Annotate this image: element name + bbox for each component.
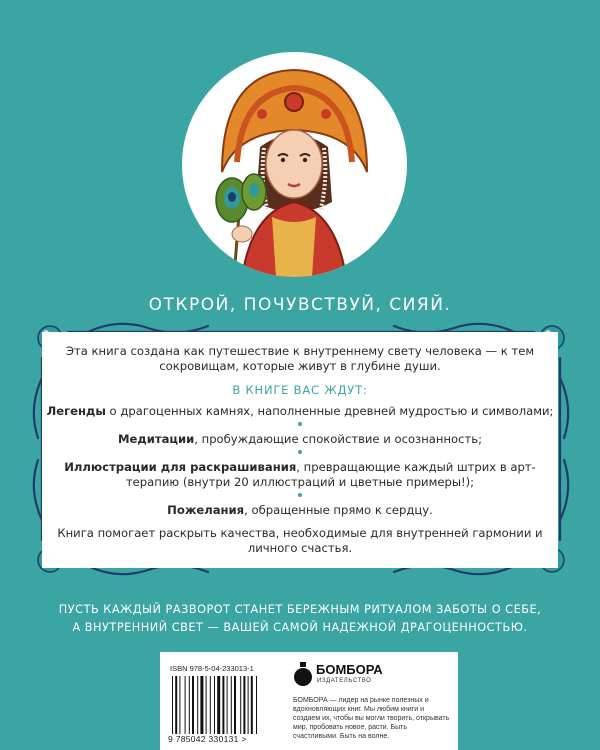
item-bold: Медитации [117,432,195,446]
description-panel [42,332,558,568]
contents-item-legends [42,404,558,419]
closing-text [0,601,600,637]
item-bold: Иллюстрации для раскрашивания [64,460,297,474]
barcode-icon [170,676,280,734]
outro-text: Книга помогает раскрыть качества, необходимые для внутренней гармонии и личного счастья. [57,526,543,555]
publisher-name: БОМБОРА [316,662,383,677]
barcode-digits: 9 785042 330131 > [168,734,247,744]
item-text: , превращающие каждый штрих в арт-терапию (внутри 20 иллюстраций и цветные примеры!); [125,460,536,489]
item-text: , обращенные прямо к сердцу. [244,503,433,517]
closing-line-1: ПУСТЬ КАЖДЫЙ РАЗВОРОТ СТАНЕТ БЕРЕЖНЫМ РИТУАЛОМ ЗАБОТЫ О СЕБЕ, [58,603,542,616]
item-bold: Пожелания [167,503,245,517]
bullet-dot-icon [298,422,302,426]
item-text: о драгоценных камнях, наполненные древней мудростью и символами; [105,404,554,418]
publisher-footer [160,652,458,750]
item-text: , пробуждающие спокойствие и осознанность; [194,432,483,446]
contents-item-wishes [42,503,558,518]
headline: ОТКРОЙ, ПОЧУВСТВУЙ, СИЯЙ. [148,295,452,315]
woman-in-kokoshnik-icon [182,52,407,277]
contents-item-illustrations [42,460,558,490]
contents-item-meditations [42,432,558,447]
intro-text: Эта книга создана как путешествие к внутреннему свету человека — к тем сокровищам, которые живут в глубине души. [65,344,535,373]
publisher-subtitle: ИЗДАТЕЛЬСТВО [317,678,372,684]
isbn-text: ISBN 978-5-04-233013-1 [170,664,254,673]
bullet-dot-icon [298,493,302,497]
bombora-logo-icon [293,662,313,686]
contents-subhead: В КНИГЕ ВАС ЖДУТ: [232,383,368,397]
item-bold: Легенды [46,404,106,418]
publisher-blurb: БОМБОРА — лидер на рынке полезных и вдохновляющих книг. Мы любим книги и создаем их, чтобы вы могли творить, открывать мир, пробовать новое, расти. Быть счастливыми. Быть на волне. [293,697,450,740]
cover-illustration-circle [182,52,407,277]
closing-line-2: А ВНУТРЕННИЙ СВЕТ — ВАШЕЙ САМОЙ НАДЕЖНОЙ ДРАГОЦЕННОСТЬЮ. [72,621,528,634]
bullet-dot-icon [298,450,302,454]
